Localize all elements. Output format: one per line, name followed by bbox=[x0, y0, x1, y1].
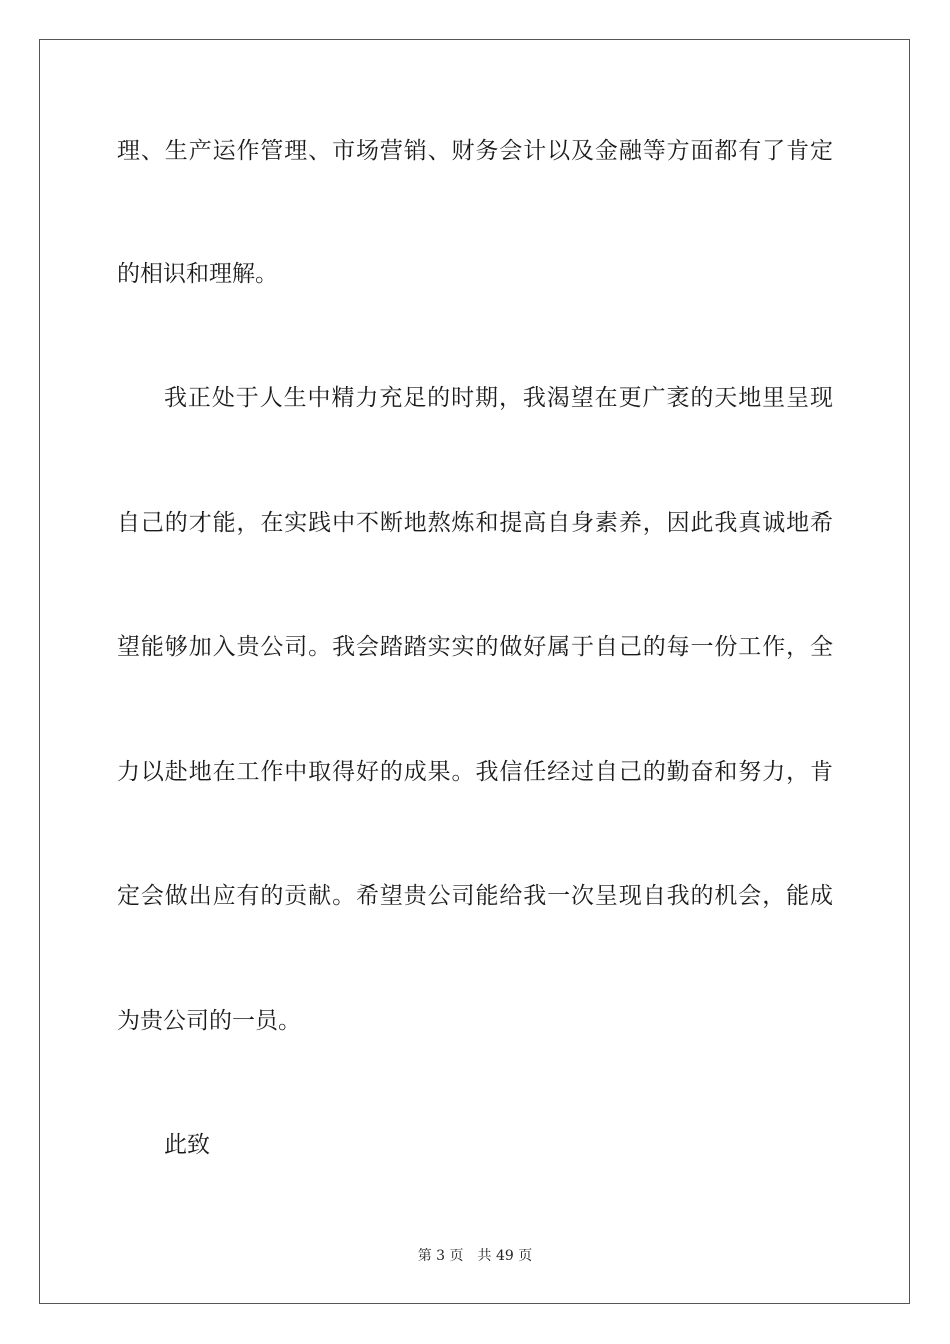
body-text-line: 理、生产运作管理、市场营销、财务会计以及金融等方面都有了肯定 bbox=[117, 138, 833, 164]
closing-salutation: 此致 bbox=[164, 1132, 210, 1158]
body-text-line: 的相识和理解。 bbox=[117, 261, 278, 287]
page-border bbox=[39, 39, 910, 1304]
body-text-line: 望能够加入贵公司。我会踏踏实实的做好属于自己的每一份工作，全 bbox=[117, 634, 833, 660]
body-text-line: 为贵公司的一员。 bbox=[117, 1008, 301, 1034]
current-page-number: 第 3 页 bbox=[417, 1248, 464, 1264]
total-pages: 共 49 页 bbox=[477, 1248, 533, 1264]
body-text-line: 我正处于人生中精力充足的时期，我渴望在更广袤的天地里呈现 bbox=[164, 385, 833, 411]
body-text-line: 自己的才能，在实践中不断地熬炼和提高自身素养，因此我真诚地希 bbox=[117, 510, 833, 536]
page-footer bbox=[0, 1247, 950, 1265]
body-text-line: 定会做出应有的贡献。希望贵公司能给我一次呈现自我的机会，能成 bbox=[117, 883, 833, 909]
body-text-line: 力以赴地在工作中取得好的成果。我信任经过自己的勤奋和努力，肯 bbox=[117, 759, 833, 785]
